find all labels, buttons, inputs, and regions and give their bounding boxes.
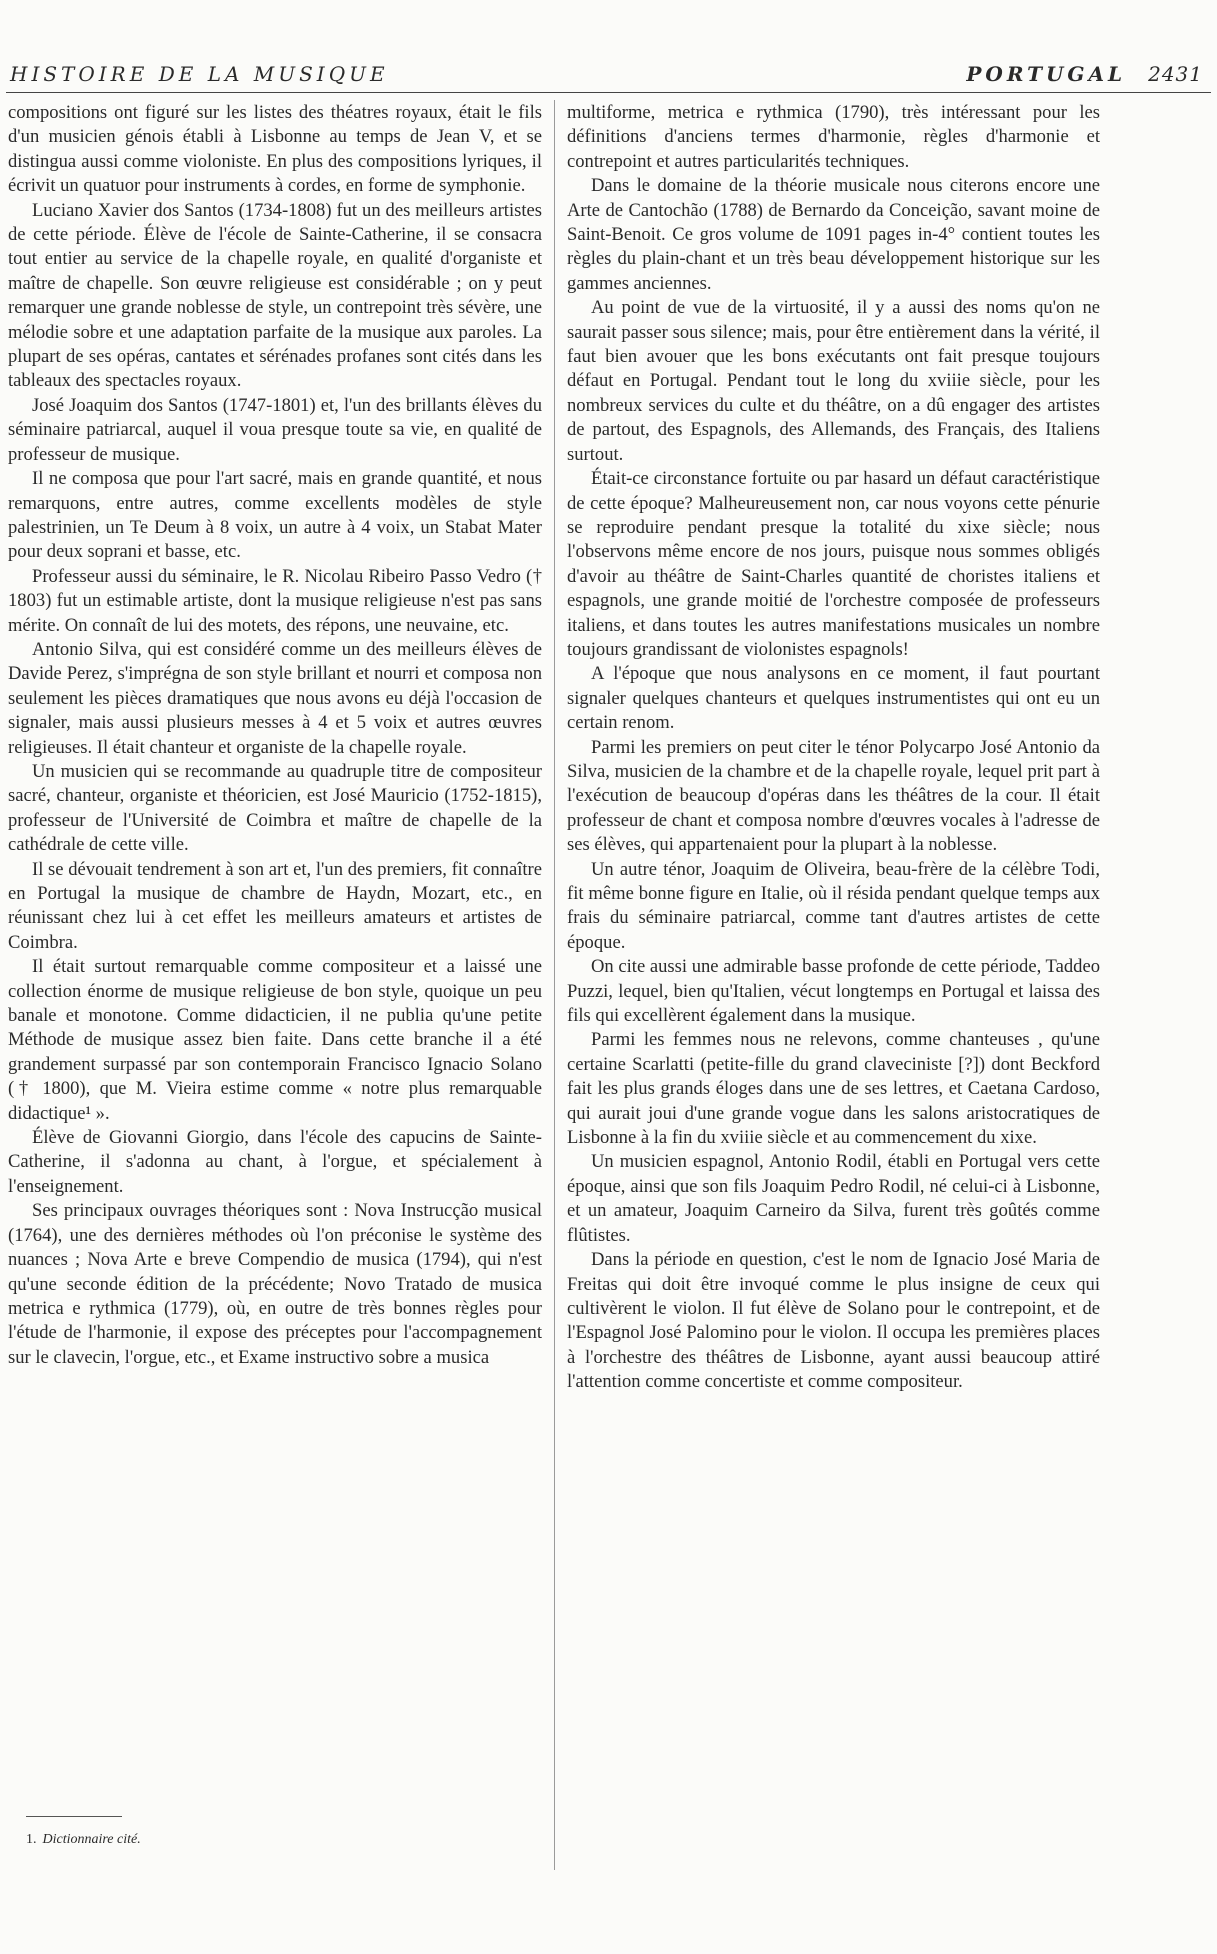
paragraph: Au point de vue de la virtuosité, il y a aussi des noms qu'on ne saurait passer sous silence; mais, pour être entièrement dans la vérité, il faut bien avouer que les bons exécutants ont fait presque toujours défaut en Portugal. Pendant tout le long du xviiie siècle, pour les nombreux services du culte et du théâtre, on a dû engager des artistes de partout, des Espagnols, des Allemands, des Français, des Italiens surtout. bbox=[567, 297, 1100, 465]
paragraph: Il se dévouait tendrement à son art et, l'un des premiers, fit connaître en Portugal la musique de chambre de Haydn, Mozart, etc., en réunissant chez lui à cet effet les meilleurs amateurs et artistes de Coimbra. bbox=[8, 858, 542, 953]
footnote-rule bbox=[26, 1816, 122, 1817]
footnote bbox=[26, 1832, 141, 1848]
paragraph: Dans le domaine de la théorie musicale nous citerons encore une Arte de Cantochão (1788) de Bernardo da Conceição, savant moine de Saint-Benoit. Ce gros volume de 1091 pages in-4° contient toutes les règles du plain-chant et un très beau développement historique sur les gammes anciennes. bbox=[567, 175, 1100, 294]
paragraph: Antonio Silva, qui est considéré comme un des meilleurs élèves de Davide Perez, s'imprégna de son style brillant et nourri et composa non seulement les pièces dramatiques que nous avons eu déjà l'occasion de signaler, mais aussi plusieurs messes à 4 et 5 voix et autres œuvres religieuses. Il était chanteur et organiste de la chapelle royale. bbox=[8, 638, 542, 758]
left-column bbox=[8, 101, 542, 1370]
paragraph: Était-ce circonstance fortuite ou par hasard un défaut caractéristique de cette époque? Malheureusement non, car nous voyons cette pénurie se reproduire pendant presque la totalité du xixe siècle; nous l'observons même encore de nos jours, puisque nous sommes obligés d'avoir au théâtre de Saint-Charles quantité de choristes italiens et espagnols, une grande moitié de l'orchestre composée de professeurs italiens, et dans toutes les autres manifestations musicales un nombre toujours grandissant de violonistes espagnols! bbox=[567, 468, 1100, 660]
paragraph: On cite aussi une admirable basse profonde de cette période, Taddeo Puzzi, lequel, bien qu'Italien, vécut longtemps en Portugal et laissa des fils qui excellèrent également dans la musique. bbox=[567, 956, 1100, 1027]
paragraph: Ses principaux ouvrages théoriques sont : Nova Instrucção musical (1764), une des dernières méthodes où l'on préconise le système des nuances ; Nova Arte e breve Compendio de musica (1794), qui n'est qu'une seconde édition de la précédente; Novo Tratado de musica metrica e rythmica (1779), où, en outre de très bonnes règles pour l'étude de l'harmonie, il expose des préceptes pour l'accompagnement sur le clavecin, l'orgue, etc., et Exame instructivo sobre a musica bbox=[8, 1200, 542, 1368]
paragraph: A l'époque que nous analysons en ce moment, il faut pourtant signaler quelques chanteurs et quelques instrumentistes qui ont eu un certain renom. bbox=[567, 663, 1100, 734]
header-rule bbox=[6, 92, 1211, 93]
footnote-number: 1. bbox=[26, 1832, 37, 1847]
column-divider bbox=[554, 100, 555, 1870]
paragraph: Luciano Xavier dos Santos (1734-1808) fut un des meilleurs artistes de cette période. Élève de l'école de Sainte-Catherine, il se consacra tout entier au service de la chapelle royale, en qualité d'organiste et maître de chapelle. Son œuvre religieuse est considérable ; on y peut remarquer une grande noblesse de style, un contrepoint très sévère, une mélodie sobre et une adaptation parfaite de la musique aux paroles. La plupart de ses opéras, cantates et sérénades profanes sont cités dans les tableaux des spectacles royaux. bbox=[8, 199, 542, 392]
paragraph: Parmi les premiers on peut citer le ténor Polycarpo José Antonio da Silva, musicien de la chambre et de la chapelle royale, lequel prit part à l'exécution de beaucoup d'opéras dans les théâtres de la cour. Il était professeur de chant et composa nombre d'œuvres vocales à l'adresse de ses élèves, qui appartenaient pour la plupart à la noblesse. bbox=[567, 736, 1100, 856]
paragraph: Dans la période en question, c'est le nom de Ignacio José Maria de Freitas qui doit être invoqué comme le plus insigne de ceux qui cultivèrent le violon. Il fut élève de Solano pour le contrepoint, et de l'Espagnol José Palomino pour le violon. Il occupa les premières places à l'orchestre des théâtres de Lisbonne, ayant aussi beaucoup attiré l'attention comme concertiste et comme compositeur. bbox=[567, 1249, 1100, 1393]
running-head bbox=[0, 62, 1217, 94]
paragraph-continuation: multiforme, metrica e rythmica (1790), très intéressant pour les définitions d'anciens termes d'harmonie, règles d'harmonie et contrepoint et autres particularités techniques. bbox=[567, 102, 1100, 172]
paragraph: Parmi les femmes nous ne relevons, comme chanteuses , qu'une certaine Scarlatti (petite-fille du grand claveciniste [?]) dont Beckford fait les plus grands éloges dans une de ses lettres, et Caetana Cardoso, qui aurait joui d'une grande vogue dans les salons aristocratiques de Lisbonne à la fin du xviiie siècle et au commencement du xixe. bbox=[567, 1029, 1100, 1149]
section-name: PORTUGAL bbox=[966, 62, 1127, 86]
page-number: 2431 bbox=[1148, 62, 1203, 86]
paragraph: Un autre ténor, Joaquim de Oliveira, beau-frère de la célèbre Todi, fit même bonne figure en Italie, où il résida pendant quelque temps aux frais du séminaire patriarcal, comme tant d'autres artistes de cette époque. bbox=[567, 858, 1100, 953]
paragraph: Élève de Giovanni Giorgio, dans l'école des capucins de Sainte-Catherine, il s'adonna au chant, à l'orgue, et spécialement à l'enseignement. bbox=[8, 1127, 542, 1197]
section-title bbox=[966, 62, 1203, 86]
paragraph: Un musicien espagnol, Antonio Rodil, établi en Portugal vers cette époque, ainsi que son fils Joaquim Pedro Rodil, né celui-ci à Lisbonne, et un amateur, Joaquim Carneiro da Silva, furent très goûtés comme flûtistes. bbox=[567, 1151, 1100, 1246]
right-column bbox=[567, 101, 1100, 1395]
footnote-text: Dictionnaire cité. bbox=[42, 1832, 141, 1847]
paragraph: José Joaquim dos Santos (1747-1801) et, l'un des brillants élèves du séminaire patriarcal, auquel il voua presque toute sa vie, en qualité de professeur de musique. bbox=[8, 394, 542, 465]
paragraph: Professeur aussi du séminaire, le R. Nicolau Ribeiro Passo Vedro († 1803) fut un estimable artiste, dont la musique religieuse n'est pas sans mérite. On connaît de lui des motets, des répons, une neuvaine, etc. bbox=[8, 565, 542, 636]
paragraph-continuation: compositions ont figuré sur les listes des théatres royaux, était le fils d'un musicien génois établi à Lisbonne au temps de Jean V, et se distingua aussi comme violoniste. En plus des compositions lyriques, il écrivit un quatuor pour instruments à cordes, en forme de symphonie. bbox=[8, 102, 542, 197]
running-title: HISTOIRE DE LA MUSIQUE bbox=[10, 62, 389, 86]
paragraph: Il était surtout remarquable comme compositeur et a laissé une collection énorme de musique religieuse de bon style, quoique un peu banale et monotone. Comme didacticien, il ne publia qu'une petite Méthode de musique assez bien faite. Dans cette branche il a été grandement surpassé par son contemporain Francisco Ignacio Solano († 1800), que M. Vieira estime comme « notre plus remarquable didactique¹ ». bbox=[8, 956, 542, 1124]
paragraph: Il ne composa que pour l'art sacré, mais en grande quantité, et nous remarquons, entre autres, comme excellents modèles de style palestrinien, un Te Deum à 8 voix, un autre à 4 voix, un Stabat Mater pour deux soprani et basse, etc. bbox=[8, 468, 542, 563]
paragraph: Un musicien qui se recommande au quadruple titre de compositeur sacré, chanteur, organiste et théoricien, est José Mauricio (1752-1815), professeur de l'Université de Coimbra et maître de chapelle de la cathédrale de cette ville. bbox=[8, 760, 542, 856]
